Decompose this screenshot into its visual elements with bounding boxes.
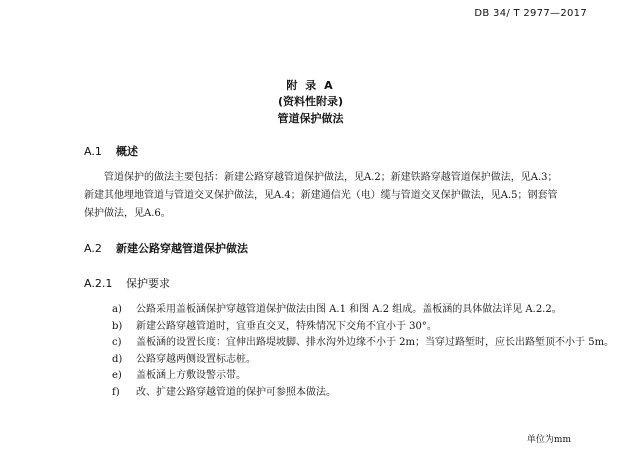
section-a1-number: A.1 — [84, 145, 102, 158]
section-a1-paragraph: 管道保护的做法主要包括：新建公路穿越管道保护做法，见A.2；新建铁路穿越管道保护做法，见A.3；新建其他埋地管道与管道交叉保护做法，见A.4；新建通信光（电）缆与管道交叉保护做法，见A.5；钢套管保护做法，见A.6。 — [84, 172, 558, 219]
section-a2-heading — [84, 240, 248, 256]
list-item — [112, 385, 572, 402]
requirements-list — [112, 302, 615, 401]
list-item — [112, 302, 572, 319]
list-marker: c) — [112, 337, 122, 348]
list-text: 盖板涵的设置长度：宜伸出路堤坡脚、排水沟外边缘不小于 2m；当穿过路堑时，应长出路堑顶不小于 5m。 — [136, 337, 615, 348]
unit-note: 单位为mm — [526, 435, 571, 445]
section-a2-title: 新建公路穿越管道保护做法 — [116, 242, 248, 255]
list-text: 公路采用盖板涵保护穿越管道保护做法由图 A.1 和图 A.2 组成。盖板涵的具体做法详见 A.2.2。 — [136, 304, 562, 315]
section-a1-heading — [84, 143, 138, 159]
list-text: 盖板涵上方敷设警示带。 — [136, 370, 246, 381]
list-marker: e) — [112, 370, 122, 381]
list-marker: f) — [112, 386, 120, 398]
section-a21-heading — [84, 275, 170, 291]
list-item — [112, 319, 572, 336]
standard-code: DB 34/ T 2977—2017 — [474, 8, 587, 19]
list-item — [112, 352, 572, 369]
annex-name: 管道保护做法 — [277, 112, 344, 125]
annex-type: (资料性附录) — [277, 95, 344, 108]
section-a2-number: A.2 — [84, 242, 102, 255]
section-a1-title: 概述 — [116, 145, 138, 158]
section-a21-number: A.2.1 — [84, 277, 113, 290]
list-text: 新建公路穿越管道时，宜垂直交叉，特殊情况下交角不宜小于 30°。 — [136, 320, 437, 332]
list-marker: a) — [112, 304, 122, 315]
list-item — [112, 335, 615, 352]
list-item — [112, 368, 572, 385]
section-a21-title: 保护要求 — [126, 277, 170, 290]
list-marker: d) — [112, 353, 123, 365]
annex-title: 附 录 A — [286, 79, 335, 92]
list-text: 公路穿越两侧设置标志桩。 — [136, 353, 256, 365]
list-text: 改、扩建公路穿越管道的保护可参照本做法。 — [136, 386, 336, 398]
list-marker: b) — [112, 320, 123, 332]
